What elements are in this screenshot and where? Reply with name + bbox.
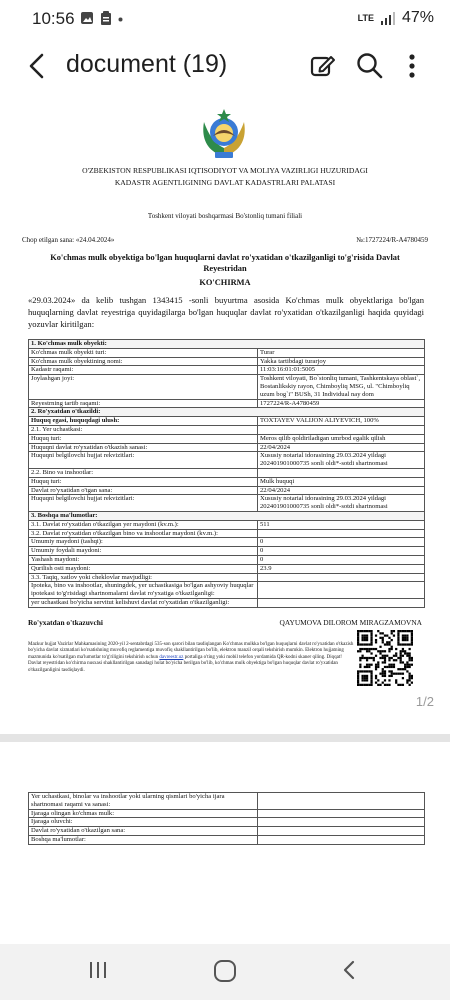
row-label: Umumiy maydoni (tashqi):	[29, 538, 258, 547]
row-label: Huquq egasi, huquqdagi ulush:	[29, 417, 258, 426]
row-value	[258, 793, 425, 810]
row-value	[258, 809, 425, 818]
extract-subtitle: KO'CHIRMA	[199, 278, 251, 287]
lease-table	[28, 792, 425, 845]
table-row	[29, 538, 425, 547]
table-row	[29, 547, 425, 556]
row-value: 11:03:16:01:01:5005	[258, 366, 425, 375]
row-label: 3.1. Davlat ro'yxatidan o'tkazilgan yer maydoni (kv.m.):	[29, 520, 258, 529]
footnote-text: Mazkur hujjat Vazirlar Mahkamasining 2020-yil 2-sentabrdagi 535-son qarori bilan tasdiqlangan Ko'chmas mulkka bo'lgan huquqlarni davlat ro'yxatidan o'tkazish bo'yicha davlat xizmatlari ko'rsatishning muvofiq reglamentiga muvofiq shakllantirilgan bo'lib, elektron manzil orqali tekshirish mumkin. Elektron hujjatning mazmunida ko'rsatilgan ma'lumotlar to'g'riligini tekshirish uchun	[28, 642, 354, 660]
signal-icon	[380, 11, 396, 25]
agency-header: KADASTR AGENTLIGINING DAVLAT KADASTRLARI PALATASI	[114, 178, 336, 187]
document-title: document (19)	[66, 50, 228, 78]
row-label: Ko'chmas mulk obyektining nomi:	[29, 357, 258, 366]
table-row	[29, 486, 425, 495]
row-value	[258, 582, 425, 599]
document-page-2	[0, 742, 450, 944]
row-label: Boshqa ma'lumotlar:	[29, 835, 258, 844]
page-indicator: 1/2	[415, 694, 434, 709]
row-label: 3. Boshqa ma'lumotlar:	[29, 511, 425, 520]
row-value	[258, 425, 425, 434]
intro-paragraph: «29.03.2024» da kelib tushgan 1343415 -sonli buyurtma asosida Ko'chmas mulk obyektlariga bo'lgan huquqlarning davlat reyestriga quyidagilarga bo'lgan huquqlar davlat ro'yxatidan o'tkazilganligi haqida quyidagi yozuvlar kiritilgan:	[28, 295, 424, 329]
row-value	[258, 818, 425, 827]
table-row	[29, 582, 425, 599]
document-number: №:1727224/R-A4780459	[356, 236, 428, 244]
table-row	[29, 348, 425, 357]
row-label: Yer uchastkasi, binolar va inshootlar yoki ularning qismlari bo'yicha ijara shartnomasi raqami va sanasi:	[29, 793, 258, 810]
table-row	[29, 793, 425, 810]
row-label: yer uchastkasi bo'yicha servitut kelishuvi davlat ro'yxatidan o'tkazilganligi:	[29, 598, 258, 607]
row-value: 22/04/2024	[258, 486, 425, 495]
row-label: 2.1. Yer uchastkasi:	[29, 425, 258, 434]
footnote	[28, 642, 354, 674]
row-value: Turar	[258, 348, 425, 357]
table-row	[29, 495, 425, 512]
row-label: 3.2. Davlat ro'yxatidan o'tkazilgan bino va inshootlar maydoni (kv.m.):	[29, 529, 258, 538]
page-separator	[0, 734, 450, 742]
status-right	[358, 9, 434, 27]
row-label: Reyestrning tartib raqami:	[29, 399, 258, 408]
table-row	[29, 468, 425, 477]
document-page-1	[0, 96, 450, 734]
row-value: Xususiy notarial idorasining 29.03.2024 yildagi 202401901000735 sonli oldi*-sotdi shartnomasi	[258, 452, 425, 469]
signer-role: Ro'yxatdan o'tkazuvchi	[28, 618, 103, 627]
table-row	[29, 818, 425, 827]
search-icon[interactable]	[354, 50, 386, 82]
row-value: 0	[258, 538, 425, 547]
table-row	[29, 443, 425, 452]
table-row	[29, 827, 425, 836]
network-type: LTE	[357, 12, 374, 23]
row-value: 23.9	[258, 564, 425, 573]
footnote-tail: portaliga o'ting yoki mobil telefon yordamida QR-kodni skaner qiling. Diqqat! Davlat reyestridan ko'chirma nusxasi shakllantirilgan sanadagi holat bo'yicha berilgan bo'lib, ko'chmas mulk obyektiga bo'lgan huquqlar davlat ro'yxatidan o'tkazilganligini tasdiqlaydi.	[28, 654, 342, 673]
row-value	[258, 598, 425, 607]
recents-icon[interactable]	[86, 958, 110, 982]
row-value: Toshkent viloyati, Bo`stonliq tumani, Tashkentskaya oblast`, Bostanlikskiy rayon, Chimboyliq MSG, ul. "Chimboyliq uzum bog`i" BUSh, 31 Individual nay dom	[258, 375, 425, 399]
status-bar	[0, 0, 450, 36]
row-label: Huquq turi:	[29, 434, 258, 443]
table-row	[29, 573, 425, 582]
table-row	[29, 511, 425, 520]
row-value: TOXTAYEV VALIJON ALIYEVICH, 100%	[258, 417, 425, 426]
row-label: Qurilish osti maydoni:	[29, 564, 258, 573]
row-value	[258, 835, 425, 844]
row-value	[258, 573, 425, 582]
state-emblem-icon	[195, 106, 253, 164]
signer-name: QAYUMOVA DILOROM MIRAGZAMOVNA	[279, 618, 422, 627]
row-value: Mulk huquqi	[258, 477, 425, 486]
table-row	[29, 452, 425, 469]
row-value: Xususiy notarial idorasining 29.03.2024 yildagi 202401901000735 sonli oldi*-sotdi shartnomasi	[258, 495, 425, 512]
dot-icon	[118, 17, 123, 22]
row-label: Joylashgan joyi:	[29, 375, 258, 399]
battery-level: 47%	[401, 9, 434, 26]
app-bar	[0, 36, 450, 96]
footnote-link[interactable]: davreestr.uz	[159, 654, 184, 660]
row-label: Ko'chmas mulk obyekti turi:	[29, 348, 258, 357]
table-row	[29, 340, 425, 349]
row-value: Yakka tartibdagi turarjoy	[258, 357, 425, 366]
table-row	[29, 434, 425, 443]
table-row	[29, 520, 425, 529]
navigation-bar	[0, 944, 450, 1000]
document-viewer[interactable]	[0, 96, 450, 944]
extract-title: Ko'chmas mulk obyektiga bo'lgan huquqlarni davlat ro'yxatidan o'tkazilganligi to'g'risida Davlat Reyestridan	[50, 253, 400, 273]
row-value: 0	[258, 547, 425, 556]
print-date: Chop etilgan sana: «24.04.2024»	[22, 236, 115, 244]
row-label: Kadastr raqami:	[29, 366, 258, 375]
table-row	[29, 555, 425, 564]
row-label: Huquqni belgilovchi hujjat rekvizitlari:	[29, 495, 258, 512]
row-label: Huquqni davlat ro'yxatidan o'tkazish sanasi:	[29, 443, 258, 452]
ministry-header: O'ZBEKISTON RESPUBLIKASI IQTISODIYOT VA MOLIYA VAZIRLIGI HUZURIDAGI	[82, 166, 368, 175]
table-row	[29, 417, 425, 426]
image-icon	[80, 11, 94, 25]
row-label: 2. Ro'yxatdan o'tkazildi:	[29, 408, 425, 417]
row-label: Ijaraga oluvchi:	[29, 818, 258, 827]
table-row	[29, 477, 425, 486]
row-label: 1. Ko'chmas mulk obyekti:	[29, 340, 425, 349]
home-icon[interactable]	[212, 958, 238, 984]
row-label: Ipoteka, bino va inshootlar, shuningdek, yer uchastkasiga bo'lgan ashyoviy huquqlar ipotekasi to'g'risidagi shartnomalarni davlat ro'yxatiga o'tkazilganligi:	[29, 582, 258, 599]
table-row	[29, 529, 425, 538]
row-label: Huquqni belgilovchi hujjat rekvizitlari:	[29, 452, 258, 469]
table-row	[29, 809, 425, 818]
status-time: 10:56	[32, 9, 75, 28]
table-row	[29, 564, 425, 573]
table-row	[29, 366, 425, 375]
table-row	[29, 399, 425, 408]
row-label: 2.2. Bino va inshootlar:	[29, 468, 258, 477]
row-label: Umumiy foydali maydoni:	[29, 547, 258, 556]
table-row	[29, 357, 425, 366]
nav-back-icon[interactable]	[338, 958, 362, 982]
row-value	[258, 827, 425, 836]
row-value: 511	[258, 520, 425, 529]
back-arrow-icon[interactable]	[22, 50, 54, 82]
row-value: 0	[258, 555, 425, 564]
clipboard-icon	[100, 11, 112, 25]
row-label: Ijaraga olingan ko'chmas mulk:	[29, 809, 258, 818]
table-row	[29, 375, 425, 399]
row-label: Davlat ro'yxatidan o'tgan sana:	[29, 486, 258, 495]
more-vert-icon[interactable]	[396, 50, 428, 82]
table-row	[29, 598, 425, 607]
edit-icon[interactable]	[306, 50, 338, 82]
row-value: 22/04/2024	[258, 443, 425, 452]
row-value: 1727224/R-A4780459	[258, 399, 425, 408]
row-value	[258, 468, 425, 477]
row-value: Meros qilib qoldiriladigan umrbod egalik qilish	[258, 434, 425, 443]
row-label: Davlat ro'yxatidan o'tkazilgan sana:	[29, 827, 258, 836]
row-label: Huquq turi:	[29, 477, 258, 486]
row-label: 3.3. Taqiq, xatlov yoki cheklovlar mavjudligi:	[29, 573, 258, 582]
table-row	[29, 425, 425, 434]
row-value	[258, 529, 425, 538]
row-label: Yashash maydoni:	[29, 555, 258, 564]
registry-table	[28, 339, 425, 608]
table-row	[29, 408, 425, 417]
qr-code	[357, 630, 413, 686]
branch-name: Toshkent viloyati boshqarmasi Bo'stonliq tumani filiali	[147, 212, 303, 220]
table-row	[29, 835, 425, 844]
